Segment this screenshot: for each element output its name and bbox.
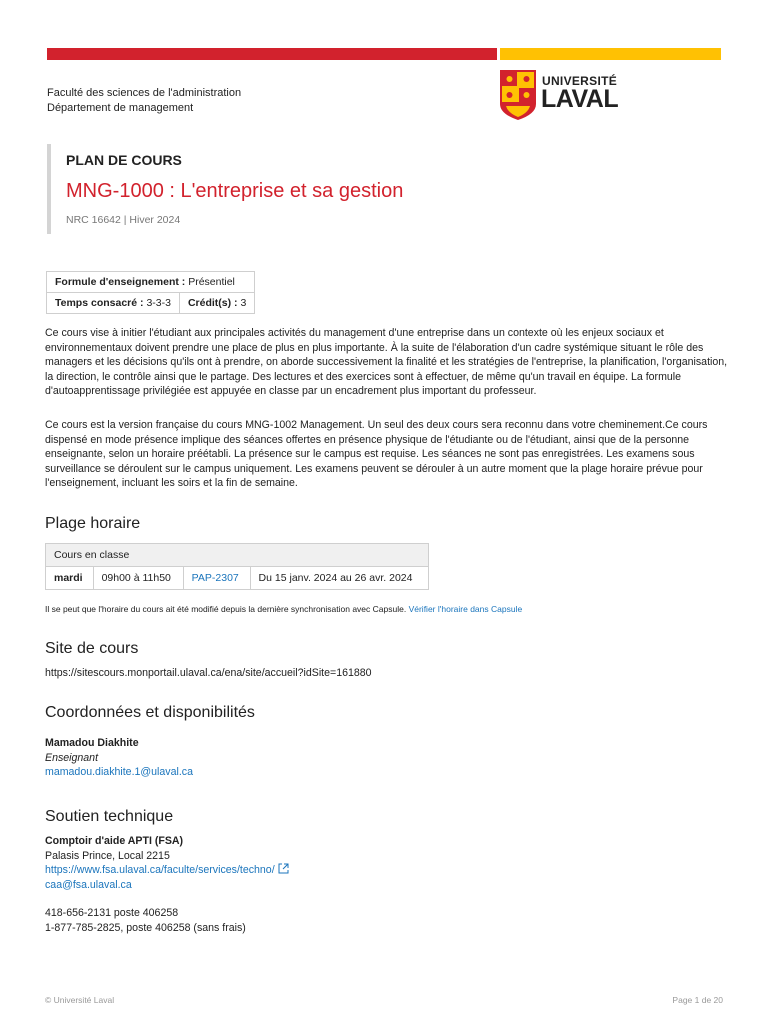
formula-value: Présentiel [188,276,235,288]
teacher-name: Mamadou Diakhite [45,737,139,749]
support-location: Palasis Prince, Local 2215 [45,849,170,862]
brand-bar [47,48,721,60]
teacher-email-link[interactable]: mamadou.diakhite.1@ulaval.ca [45,766,193,778]
logo-text-laval: LAVAL [541,85,619,113]
description-paragraph: Ce cours vise à initier l'étudiant aux principales activités du management d'une entreprise dans un contexte où les enjeux sociaux et environnementaux doivent prendre une place de plus en plus importante. À la suite de l'élaboration d'un cadre systémique situant le rôle des managers et les décisions qu'ils ont à prendre, on aborde successivement la finalité et les stratégies de l'entreprise, la planification, l'organisation, la direction, le contrôle ainsi que le partage. Des lectures et des exercices sont à effectuer, de même qu'un travail en équipe. La formule d'autoapprentissage privilégiée est appuyée en classe par un encadrement plus important du professeur. [45,327,728,398]
course-title: MNG-1000 : L'entreprise et sa gestion [66,180,404,202]
support-email-link[interactable]: caa@fsa.ulaval.ca [45,878,132,891]
schedule-note-text: Il se peut que l'horaire du cours ait été modifié depuis la dernière synchronisation avec Capsule. [45,604,407,614]
schedule-room-link[interactable]: PAP-2307 [183,567,250,590]
spacer [45,892,289,906]
course-nrc: NRC 16642 | Hiver 2024 [66,214,181,226]
time-label: Temps consacré : [55,297,144,309]
schedule-time: 09h00 à 11h50 [93,567,183,590]
schedule-note [45,604,522,614]
faculty-block [47,86,241,116]
brand-bar-gold [500,48,721,60]
support-block [45,834,289,935]
schedule-heading: Plage horaire [45,515,141,532]
time-value: 3-3-3 [146,297,171,309]
university-logo [500,70,620,122]
logo-text-universite: UNIVERSITÉ [542,74,618,88]
course-info-table [46,271,255,314]
contact-heading: Coordonnées et disponibilités [45,704,255,721]
schedule-group-label: Cours en classe [46,544,429,567]
table-row [46,567,429,590]
schedule-day: mardi [46,567,94,590]
support-name: Comptoir d'aide APTI (FSA) [45,835,184,847]
support-phone: 418-656-2131 poste 406258 [45,907,179,919]
department-name: Département de management [47,102,194,114]
description-paragraph: Ce cours est la version française du cours MNG-1002 Management. Un seul des deux cours sera reconnu dans votre cheminement.Ce cours dispensé en mode présence implique des séances offertes en présence physique de l'étudiante ou de l'étudiant, ainsi que de la personne enseignante, selon un horaire préétabli. La présence sur le campus est requise. Les séances ne sont pas enregistrées. Les examens sous surveillance se déroulent sur le campus uniquement. Les examens peuvent se dérouler à un autre moment que la plage horaire prévue pour l'enseignement, incluant les soirs et la fin de semaine. [45,419,708,490]
credits-value: 3 [240,297,247,309]
plan-label: PLAN DE COURS [66,152,182,168]
credits-label: Crédit(s) : [187,297,238,309]
schedule-table [45,543,429,590]
site-heading: Site de cours [45,640,139,657]
schedule-dates: Du 15 janv. 2024 au 26 avr. 2024 [250,567,428,590]
university-shield-icon [500,70,536,120]
support-phone-tollfree: 1-877-785-2825, poste 406258 (sans frais) [45,921,246,934]
faculty-name: Faculté des sciences de l'administration [47,87,242,99]
formula-label: Formule d'enseignement : [55,276,186,288]
verify-schedule-link[interactable]: Vérifier l'horaire dans Capsule [408,604,523,614]
formula-cell [47,272,255,293]
credits-cell [179,293,254,314]
footer-copyright: © Université Laval [45,995,115,1005]
teacher-role: Enseignant [45,751,99,764]
contact-block [45,736,193,780]
support-url-row [45,863,289,878]
support-url-link[interactable]: https://www.fsa.ulaval.ca/faculte/services/techno/ [45,864,275,876]
course-site-link[interactable]: https://sitescours.monportail.ulaval.ca/ena/site/accueil?idSite=161880 [45,667,372,679]
course-header [47,144,404,234]
external-link-icon[interactable] [278,863,289,874]
time-cell [47,293,180,314]
footer-page-number: Page 1 de 20 [672,995,723,1005]
support-heading: Soutien technique [45,808,174,825]
brand-bar-red [47,48,497,60]
